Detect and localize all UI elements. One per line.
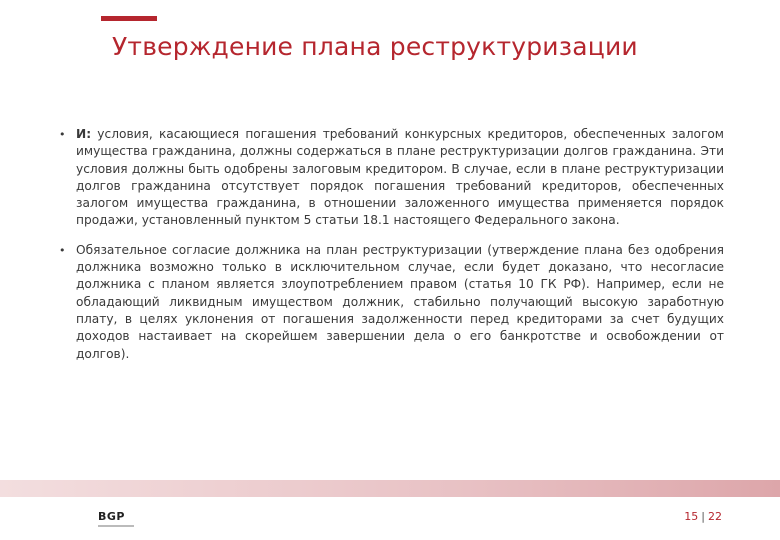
bullet-paragraph [76,126,724,230]
company-logo [98,505,140,525]
page-number [684,510,722,523]
bullet-paragraph [76,242,724,363]
logo-underline [98,525,134,527]
bullet-item [56,126,724,230]
bullet-dot-icon: • [59,243,66,257]
page-total: 22 [708,510,722,523]
logo-text: BGP [98,510,125,523]
bullet-text: Обязательное согласие должника на план реструктуризации (утверждение плана без одобрения должника возможно только в исключительном случае, если будет доказано, что несогласие должника с планом является злоупотреблением правом (статья 10 ГК РФ). Например, если не обладающий ликвидным имуществом должник, стабильно получающий высокую заработную плату, в целях уклонения от погашения задолженности перед кредиторами за счет будущих доходов настаивает на скорейшем завершении дела о его банкротстве и освобождении от долгов). [76,242,724,361]
bullet-lead: И: [76,127,92,141]
footer-band [0,480,780,497]
bullet-dot-icon: • [59,128,66,141]
bullet-text: условия, касающиеся погашения требований конкурсных кредиторов, обеспеченных залогом имущества гражданина, должны содержаться в плане реструктуризации долгов гражданина. Эти условия должны быть одобрены залоговым кредитором. В случае, если в плане реструктуризации долгов гражданина отсутствует порядок погашения требований кредиторов, обеспеченных залогом имущества гражданина, в отношении заложенного имущества применяется порядок продажи, установленный пунктом 5 статьи 18.1 настоящего Федерального закона. [76,127,724,228]
title-accent-bar [101,16,157,21]
page-current: 15 [684,510,699,523]
page-separator: | [701,510,705,523]
bullet-item [56,242,724,363]
slide-body [56,126,724,375]
slide-title: Утверждение плана реструктуризации [112,32,638,61]
